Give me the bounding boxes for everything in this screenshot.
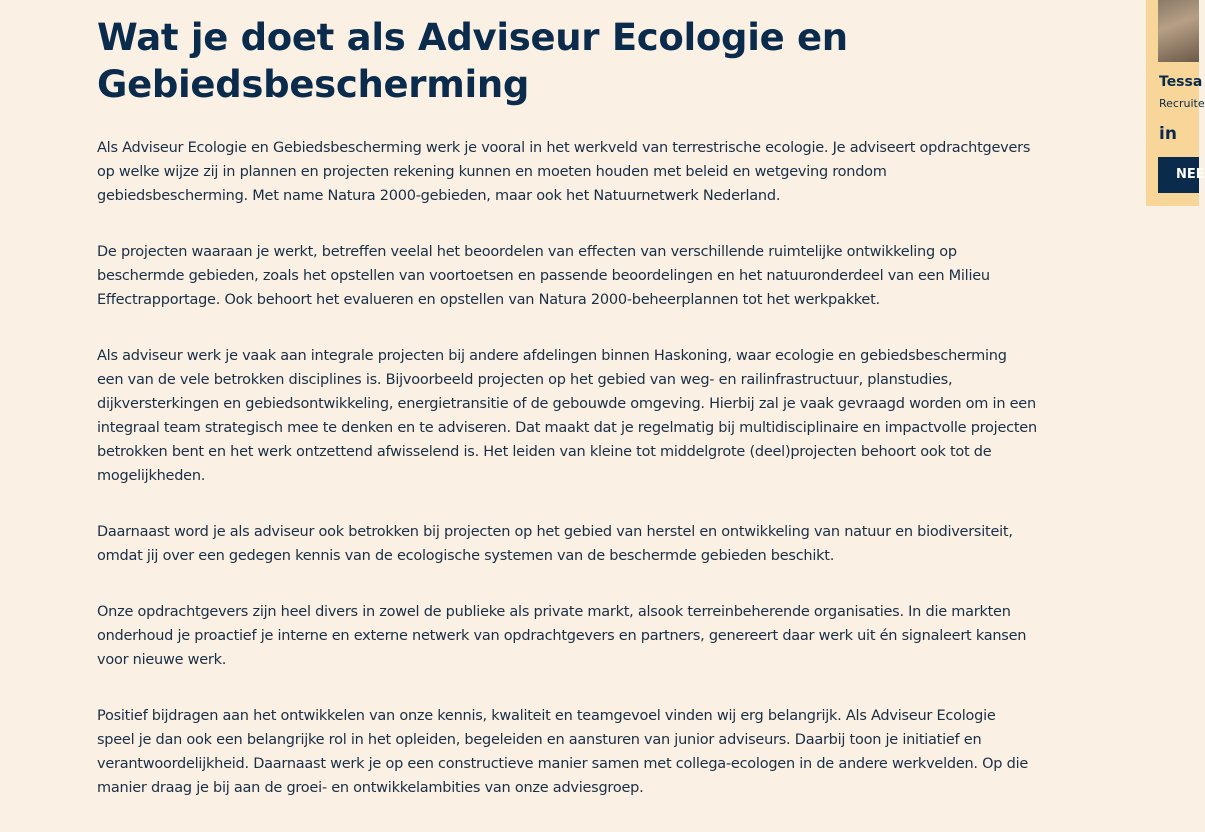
page-title: Wat je doet als Adviseur Ecologie en Gebiedsbescherming [97, 16, 848, 106]
paragraph-integral-projects: Als adviseur werk je vaak aan integrale projecten bij andere afdelingen binnen Haskoning, waar ecologie en gebiedsbescherming een van de vele betrokken disciplines is. Bijvoorbeeld projecten op het gebied van weg- en railinfrastructuur, planstudies, dijkversterkingen en gebiedsontwikkeling, energietransitie of de gebouwde omgeving. Hierbij zal je vaak gevraagd worden om in een integraal team strategisch mee te denken en te adviseren. Dat maakt dat je regelmatig bij multidisciplinaire en impactvolle projecten betrokken bent en het werk ontzettend afwisselend is. Het leiden van kleine tot middelgrote (deel)projecten behoort ook tot de mogelijkheden. [97, 348, 1037, 484]
contact-button[interactable]: NEE [1158, 157, 1199, 193]
linkedin-icon[interactable]: in [1159, 124, 1177, 144]
recruiter-card [1146, 0, 1205, 206]
article-content [97, 14, 1037, 832]
paragraph-projects: De projecten waaraan je werkt, betreffen veelal het beoordelen van effecten van verschillende ruimtelijke ontwikkeling op beschermde gebieden, zoals het opstellen van voortoetsen en passende beoordelingen en het natuuronderdeel van een Milieu Effectrapportage. Ook behoort het evalueren en opstellen van Natura 2000-beheerplannen tot het werkpakket. [97, 244, 990, 308]
avatar [1158, 0, 1199, 62]
recruiter-name: Tessa [1159, 74, 1203, 90]
paragraph-intro: Als Adviseur Ecologie en Gebiedsbescherming werk je vooral in het werkveld van terrestrische ecologie. Je adviseert opdrachtgevers op welke wijze zij in plannen en projecten rekening kunnen en moeten houden met beleid en wetgeving rondom gebiedsbescherming. Met name Natura 2000-gebieden, maar ook het Natuurnetwerk Nederland. [97, 140, 1031, 204]
paragraph-nature-restoration: Daarnaast word je als adviseur ook betrokken bij projecten op het gebied van herstel en ontwikkeling van natuur en biodiversiteit, omdat jij over een gedegen kennis van de ecologische systemen van de beschermde gebieden beschikt. [97, 524, 1013, 564]
recruiter-role: Recruite [1159, 97, 1205, 110]
paragraph-team: Positief bijdragen aan het ontwikkelen van onze kennis, kwaliteit en teamgevoel vinden wij erg belangrijk. Als Adviseur Ecologie speel je dan ook een belangrijke rol in het opleiden, begeleiden en aansturen van junior adviseurs. Daarbij toon je initiatief en verantwoordelijkheid. Daarnaast werk je op een constructieve manier samen met collega-ecologen in de andere werkvelden. Op die manier draag je bij aan de groei- en ontwikkelambities van onze adviesgroep. [97, 708, 1029, 796]
paragraph-clients: Onze opdrachtgevers zijn heel divers in zowel de publieke als private markt, alsook terreinbeherende organisaties. In die markten onderhoud je proactief je interne en externe netwerk van opdrachtgevers en partners, genereert daar werk uit én signaleert kansen voor nieuwe werk. [97, 604, 1027, 668]
